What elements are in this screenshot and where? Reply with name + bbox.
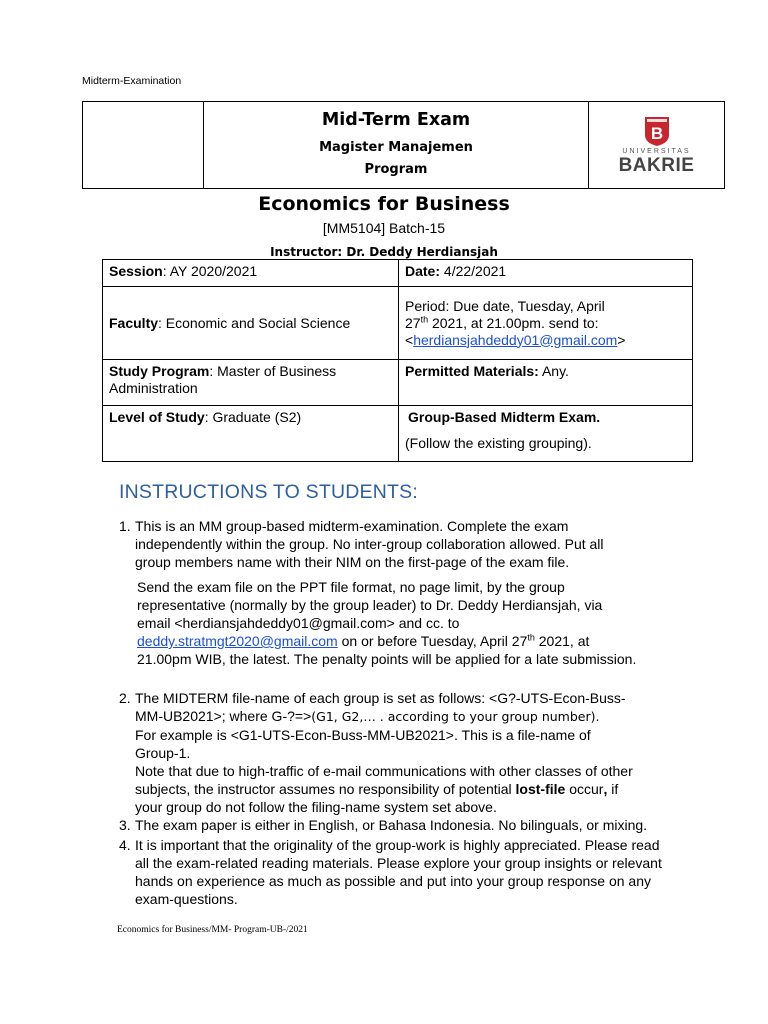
period-day: 27 xyxy=(405,314,421,331)
period-sup: th xyxy=(420,313,429,324)
course-title: Economics for Business xyxy=(258,193,510,215)
item-1-line-2: independently within the group. No inter-group collaboration allowed. Put all xyxy=(135,536,604,552)
logo-big-text: BAKRIE xyxy=(618,154,695,176)
item-3-line-1: The exam paper is either in English, or Bahasa Indonesia. No bilinguals, or mixing. xyxy=(135,817,648,833)
item-2-line-2b: (G1, G2,… . according to your group number). xyxy=(311,709,600,724)
exam-title: Mid-Term Exam xyxy=(321,109,471,130)
item-2-line-6a: subjects, the instructor assumes no responsibility of potential xyxy=(135,781,516,797)
item-4-number: 4. xyxy=(119,837,131,853)
item-2-line-2a: MM-UB2021>; where G-?=> xyxy=(135,708,312,724)
item-2-line-6c: occur xyxy=(565,781,604,797)
p2-sup: th xyxy=(527,632,535,643)
item-4-line-4: exam-questions. xyxy=(135,891,238,907)
group-note: (Follow the existing grouping). xyxy=(405,435,592,451)
item-2-comma: , xyxy=(603,781,608,797)
p2-line-3: email <herdiansjahdeddy01@gmail.com> and cc. to xyxy=(137,615,460,631)
program-value: : Master of Business xyxy=(209,363,337,379)
instruction-item-3 xyxy=(119,816,647,834)
date-value: 4/22/2021 xyxy=(440,263,507,279)
faculty-value: : Economic and Social Science xyxy=(158,314,351,331)
group-label: Group-Based Midterm Exam. xyxy=(408,409,601,425)
program-label: Study Program xyxy=(109,363,210,379)
item-2-line-1: The MIDTERM file-name of each group is set as follows: <G?-UTS-Econ-Buss- xyxy=(135,690,626,706)
level-cell xyxy=(103,406,399,462)
date-cell xyxy=(399,260,693,287)
period-gt: > xyxy=(617,331,626,348)
instruction-item-4 xyxy=(119,836,662,908)
program-line-2: Program xyxy=(364,161,428,177)
item-4-line-2: all the exam-related reading materials. Please explore your group insights or relevant xyxy=(135,855,662,871)
program-value-2: Administration xyxy=(109,380,198,396)
period-lt: < xyxy=(405,331,414,348)
logo-shield-icon xyxy=(642,115,672,147)
item-2-line-6e: if xyxy=(607,781,619,797)
info-row-level xyxy=(103,406,693,462)
period-line-2 xyxy=(405,315,686,332)
instructions-heading: INSTRUCTIONS TO STUDENTS: xyxy=(119,481,418,503)
title-box-center xyxy=(204,102,589,189)
info-row-faculty xyxy=(103,287,693,360)
logo-small-text: UNIVERSITAS xyxy=(622,147,691,155)
program-cell xyxy=(103,360,399,406)
session-cell xyxy=(103,260,399,287)
info-row-program xyxy=(103,360,693,406)
lost-file-bold: lost-file xyxy=(515,781,566,797)
logo-cell xyxy=(589,102,725,189)
p2-line-4-rest: on or before Tuesday, April 27 xyxy=(337,633,528,649)
session-value: : AY 2020/2021 xyxy=(162,263,258,279)
instructor-line: Instructor: Dr. Deddy Herdiansjah xyxy=(270,245,498,259)
item-1-line-3: group members name with their NIM on the first-page of the exam file. xyxy=(135,554,570,570)
instruction-item-1 xyxy=(119,517,604,571)
logo-letter: B xyxy=(650,123,663,143)
instruction-item-1-paragraph-2 xyxy=(137,578,636,668)
item-3-number: 3. xyxy=(119,817,131,833)
materials-cell xyxy=(399,360,693,406)
course-code: [MM5104] Batch-15 xyxy=(322,220,446,236)
materials-label: Permitted Materials: xyxy=(405,363,539,379)
program-line-1: Magister Manajemen xyxy=(319,139,473,155)
period-cell xyxy=(399,287,693,360)
item-2-line-3: For example is <G1-UTS-Econ-Buss-MM-UB2021>. This is a file-name of xyxy=(135,727,591,743)
page-footer: Economics for Business/MM- Program-UB-/2021 xyxy=(117,925,308,935)
item-1-line-1: This is an MM group-based midterm-examination. Complete the exam xyxy=(135,518,569,534)
period-email-link[interactable]: herdiansjahdeddy01@gmail.com xyxy=(413,331,618,348)
period-rest: 2021, at 21.00pm. send to: xyxy=(428,314,599,331)
item-4-line-3: hands on experience as much as possible and put into your group response on any xyxy=(135,873,652,889)
p2-line-2: representative (normally by the group leader) to Dr. Deddy Herdiansjah, via xyxy=(137,597,603,613)
item-1-number: 1. xyxy=(119,518,131,534)
date-label: Date: xyxy=(405,263,441,279)
faculty-cell xyxy=(103,287,399,360)
level-value: : Graduate (S2) xyxy=(204,409,302,425)
p2-line-4-end: 2021, at xyxy=(534,633,590,649)
materials-value: Any. xyxy=(538,363,569,379)
cc-email-link[interactable]: deddy.stratmgt2020@gmail.com xyxy=(137,633,338,649)
p2-line-1: Send the exam file on the PPT file format, no page limit, by the group xyxy=(137,579,565,595)
info-row-session xyxy=(103,260,693,287)
title-box-empty-cell xyxy=(83,102,204,189)
p2-line-4 xyxy=(137,632,636,650)
period-line-1: Period: Due date, Tuesday, April xyxy=(405,297,605,314)
item-2-line-2 xyxy=(135,707,633,726)
item-4-line-1: It is important that the originality of the group-work is highly appreciated. Please read xyxy=(135,837,660,853)
level-label: Level of Study xyxy=(109,409,205,425)
instruction-item-2 xyxy=(119,689,633,816)
exam-info-table xyxy=(102,259,693,462)
item-2-line-4: Group-1. xyxy=(135,745,191,761)
university-logo xyxy=(619,115,695,175)
page-header-label: Midterm-Examination xyxy=(82,75,182,87)
p2-line-5: 21.00pm WIB, the latest. The penalty points will be applied for a late submission. xyxy=(137,651,637,667)
faculty-label: Faculty xyxy=(109,314,159,331)
session-label: Session xyxy=(109,263,163,279)
item-2-line-6 xyxy=(135,780,633,798)
group-cell xyxy=(399,406,693,462)
item-2-line-5: Note that due to high-traffic of e-mail communications with other classes of other xyxy=(135,763,633,779)
item-2-number: 2. xyxy=(119,690,131,706)
period-line-3 xyxy=(405,332,686,349)
item-2-line-7: your group do not follow the filing-name system set above. xyxy=(135,799,497,815)
title-box xyxy=(82,101,725,189)
